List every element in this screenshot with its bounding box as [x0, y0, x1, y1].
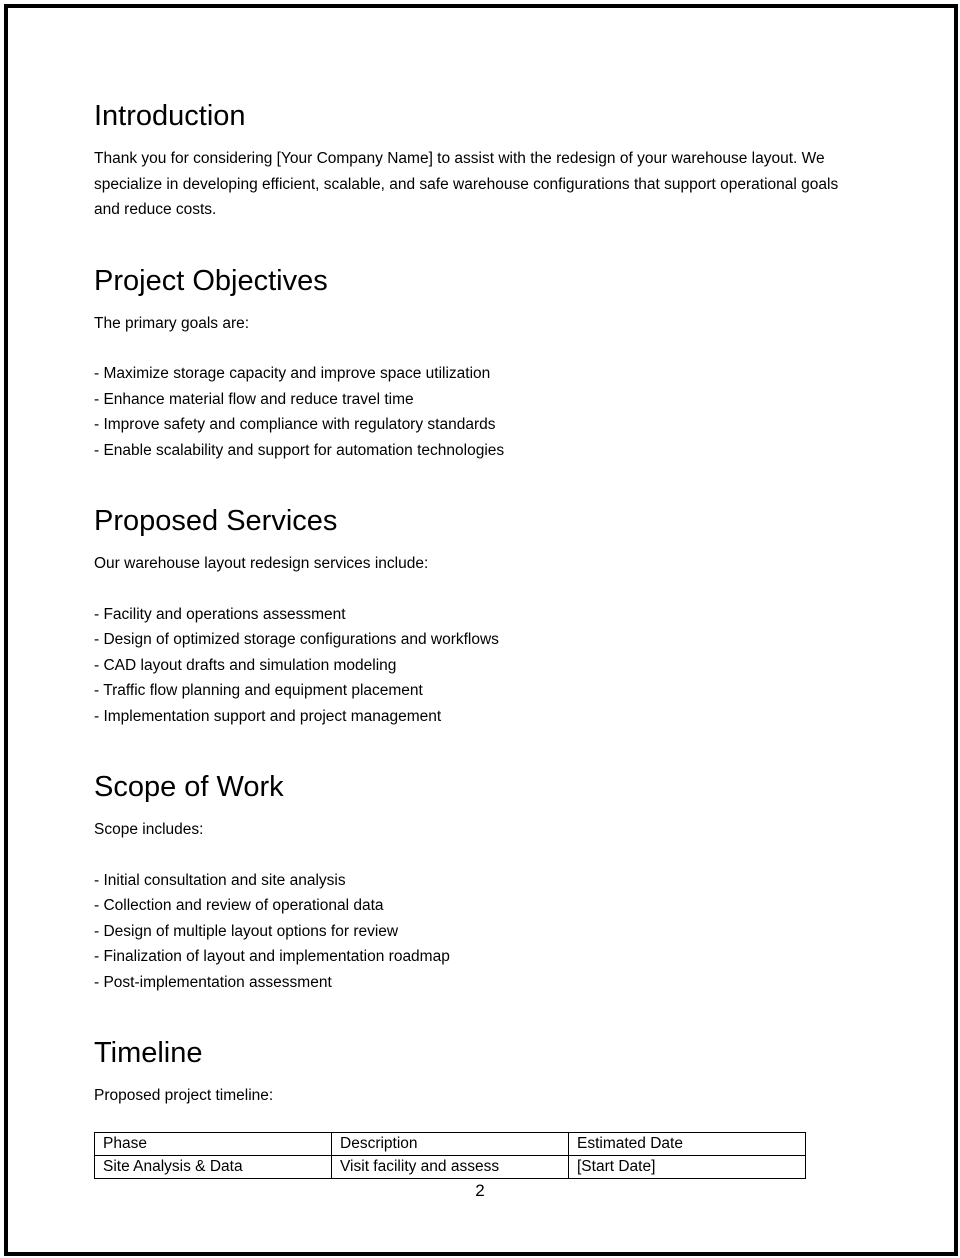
timeline-heading: Timeline — [94, 1037, 203, 1069]
table-cell: Visit facility and assess — [332, 1155, 569, 1178]
table-header-cell: Estimated Date — [569, 1132, 806, 1155]
introduction-text: Thank you for considering [Your Company Name] to assist with the redesign of your warehouse layout. We specialize in developing efficient, scalable, and safe warehouse configurations that support operational goals and reduce costs. — [94, 150, 839, 218]
section-services — [94, 501, 864, 729]
list-item: - Enable scalability and support for automation technologies — [94, 441, 505, 459]
list-item: - Traffic flow planning and equipment placement — [94, 682, 423, 699]
list-item: - Post-implementation assessment — [94, 973, 332, 991]
introduction-heading: Introduction — [94, 100, 246, 132]
list-item: - Enhance material flow and reduce travel time — [94, 390, 414, 408]
section-introduction — [94, 96, 864, 223]
table-cell: [Start Date] — [569, 1155, 806, 1178]
scope-lead: Scope includes: — [94, 821, 204, 838]
list-item: - Initial consultation and site analysis — [94, 871, 346, 889]
list-item: - Maximize storage capacity and improve space utilization — [94, 365, 491, 382]
scope-heading: Scope of Work — [94, 771, 284, 803]
table-row — [95, 1155, 806, 1178]
list-item: - Facility and operations assessment — [94, 605, 346, 623]
objectives-lead: The primary goals are: — [94, 314, 250, 332]
services-heading: Proposed Services — [94, 505, 338, 537]
list-item: - Improve safety and compliance with regulatory standards — [94, 416, 496, 433]
section-timeline — [94, 1033, 864, 1179]
objectives-list — [94, 361, 864, 463]
timeline-table — [94, 1132, 806, 1179]
list-item: - Collection and review of operational data — [94, 897, 384, 914]
section-objectives — [94, 261, 864, 464]
list-item: - CAD layout drafts and simulation modeling — [94, 656, 397, 674]
list-item: - Implementation support and project management — [94, 707, 442, 725]
services-lead: Our warehouse layout redesign services include: — [94, 555, 429, 572]
table-header-cell: Phase — [95, 1132, 332, 1155]
timeline-lead: Proposed project timeline: — [94, 1087, 274, 1104]
page-number: 2 — [475, 1181, 485, 1200]
scope-list — [94, 868, 864, 996]
services-list — [94, 602, 864, 730]
list-item: - Design of optimized storage configurations and workflows — [94, 631, 499, 648]
objectives-heading: Project Objectives — [94, 264, 328, 297]
table-header-cell: Description — [332, 1132, 569, 1155]
list-item: - Finalization of layout and implementation roadmap — [94, 948, 450, 965]
table-header-row — [95, 1132, 806, 1155]
section-scope — [94, 767, 864, 995]
list-item: - Design of multiple layout options for review — [94, 922, 399, 940]
table-cell: Site Analysis & Data — [95, 1155, 332, 1178]
document-body — [94, 96, 864, 1179]
